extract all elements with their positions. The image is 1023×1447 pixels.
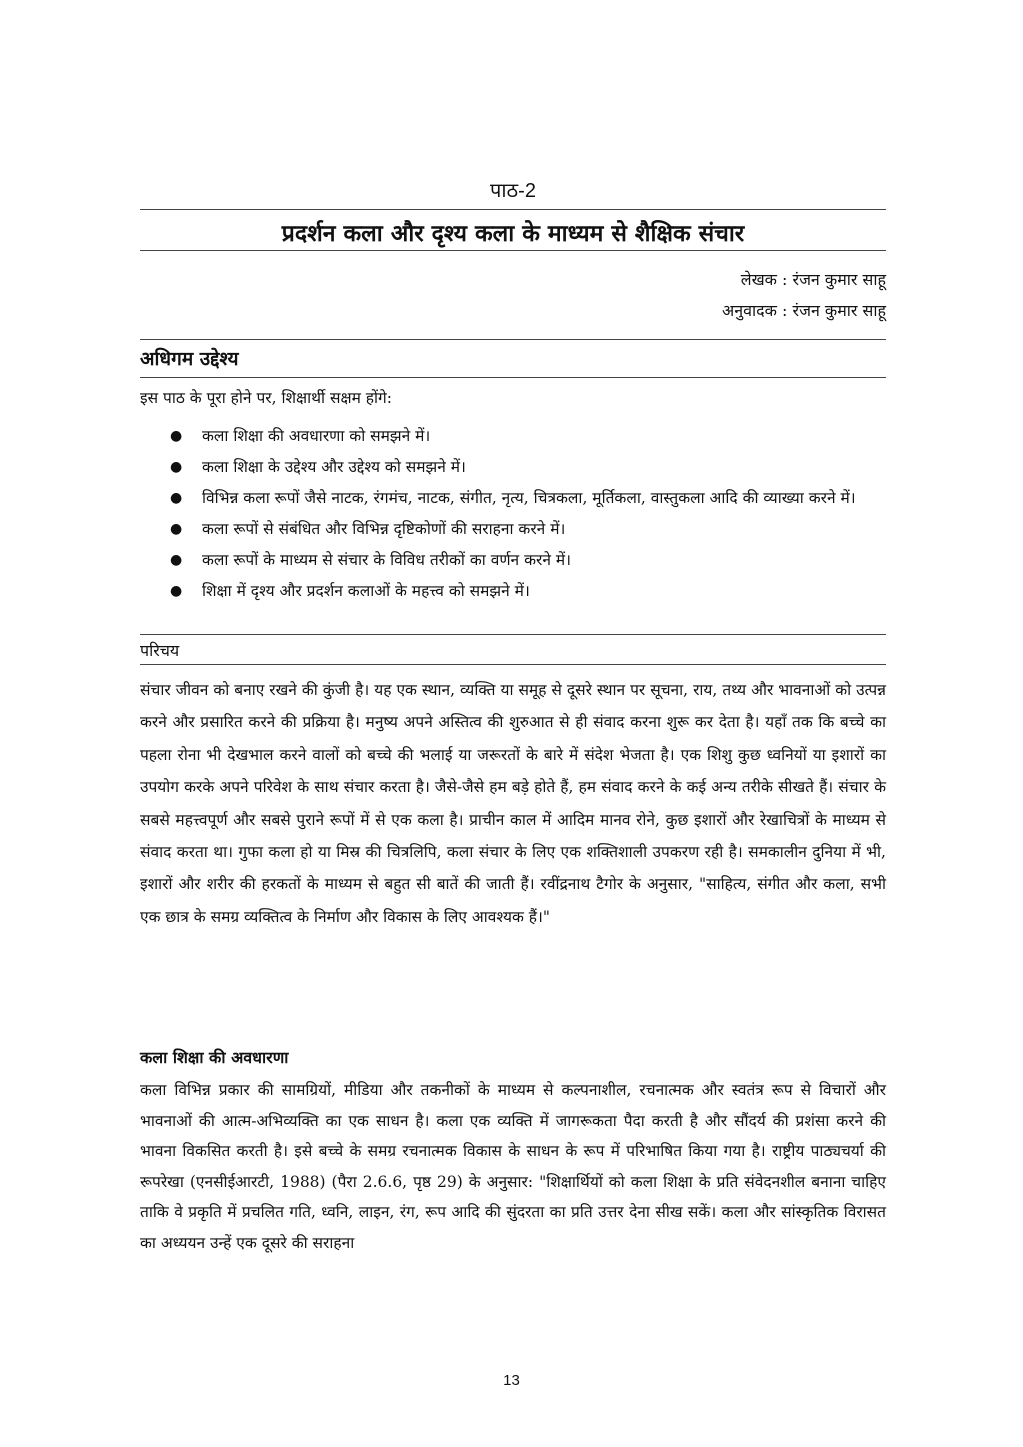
list-item: ● विभिन्न कला रूपों जैसे नाटक, रंगमंच, नाटक, संगीत, नृत्य, चित्रकला, मूर्तिकला, वास्तुकला आदि की व्याख्या करने में। — [140, 483, 886, 514]
bullet-icon: ● — [170, 521, 183, 537]
intro-heading: परिचय — [140, 641, 180, 660]
intro-paragraph: संचार जीवन को बनाए रखने की कुंजी है। यह एक स्थान, व्यक्ति या समूह से दूसरे स्थान पर सूचना, राय, तथ्य और भावनाओं को उत्पन्न करने और प्रसारित करने की प्रक्रिया है। मनुष्य अपने अस्तित्व की शुरुआत से ही संवाद करना शुरू कर देता है। यहाँ तक कि बच्चे का पहला रोना भी देखभाल करने वालों को बच्चे की भलाई या जरूरतों के बारे में संदेश भेजता है। एक शिशु कुछ ध्वनियों या इशारों का उपयोग करके अपने परिवेश के साथ संचार करता है। जैसे-जैसे हम बड़े होते हैं, हम संवाद करने के कई अन्य तरीके सीखते हैं। संचार के सबसे महत्त्वपूर्ण और सबसे पुराने रूपों में से एक कला है। प्राचीन काल में आदिम मानव रोने, कुछ इशारों और रेखाचित्रों के माध्यम से संवाद करता था। गुफा कला हो या मिस्र की चित्रलिपि, कला संचार के लिए एक शक्तिशाली उपकरण रही है। समकालीन दुनिया में भी, इशारों और शरीर की हरकतों के माध्यम से बहुत सी बातें की जाती हैं। रवींद्रनाथ टैगोर के अनुसार, "साहित्य, संगीत और कला, सभी एक छात्र के समग्र व्यक्तित्व के निर्माण और विकास के लिए आवश्यक हैं।" — [140, 681, 886, 926]
objectives-list — [140, 421, 886, 607]
objectives-intro: इस पाठ के पूरा होने पर, शिक्षार्थी सक्षम होंगे: — [140, 389, 392, 407]
concept-heading: कला शिक्षा की अवधारणा — [140, 1048, 289, 1067]
list-item: ● कला शिक्षा के उद्देश्य और उद्देश्य को समझने में। — [140, 452, 886, 483]
page-number: 13 — [503, 1372, 520, 1389]
list-item: ● कला रूपों के माध्यम से संचार के विविध तरीकों का वर्णन करने में। — [140, 545, 886, 576]
bullet-icon: ● — [170, 459, 183, 475]
title-top-rule — [140, 209, 886, 210]
translator-credit: अनुवादक : रंजन कुमार साहू — [722, 301, 886, 320]
title-bottom-rule — [140, 250, 886, 251]
list-item: ● शिक्षा में दृश्य और प्रदर्शन कलाओं के महत्त्व को समझने में। — [140, 576, 886, 607]
intro-top-rule — [140, 634, 886, 635]
chapter-title: प्रदर्शन कला और दृश्य कला के माध्यम से शैक्षिक संचार — [281, 220, 745, 247]
objectives-bottom-rule — [140, 377, 886, 378]
list-item: ● कला शिक्षा की अवधारणा को समझने में। — [140, 421, 886, 452]
objectives-heading: अधिगम उद्देश्य — [140, 348, 239, 370]
lesson-label: पाठ-2 — [490, 180, 536, 202]
concept-paragraph: कला विभिन्न प्रकार की सामग्रियों, मीडिया और तकनीकों के माध्यम से कल्पनाशील, रचनात्मक और स्वतंत्र रूप से विचारों और भावनाओं की आत्म-अभिव्यक्ति का एक साधन है। कला एक व्यक्ति में जागरूकता पैदा करती है और सौंदर्य की प्रशंसा करने की भावना विकसित करती है। इसे बच्चे के समग्र रचनात्मक विकास के साधन के रूप में परिभाषित किया गया है। राष्ट्रीय पाठ्यचर्या की रूपरेखा (एनसीईआरटी, 1988) (पैरा 2.6.6, पृष्ठ 29) के अनुसार: "शिक्षार्थियों को कला शिक्षा के प्रति संवेदनशील बनाना चाहिए ताकि वे प्रकृति में प्रचलित गति, ध्वनि, लाइन, रंग, रूप आदि की सुंदरता का प्रति उत्तर देना सीख सकें। कला और सांस्कृतिक विरासत का अध्ययन उन्हें एक दूसरे की सराहना — [140, 1081, 886, 1252]
bullet-icon: ● — [170, 552, 183, 568]
author-credit: लेखक : रंजन कुमार साहू — [740, 270, 886, 289]
bullet-icon: ● — [170, 490, 183, 506]
list-item: ● कला रूपों से संबंधित और विभिन्न दृष्टिकोणों की सराहना करने में। — [140, 514, 886, 545]
objectives-top-rule — [140, 339, 886, 340]
bullet-icon: ● — [170, 428, 183, 444]
bullet-icon: ● — [170, 583, 183, 599]
intro-bottom-rule — [140, 664, 886, 665]
